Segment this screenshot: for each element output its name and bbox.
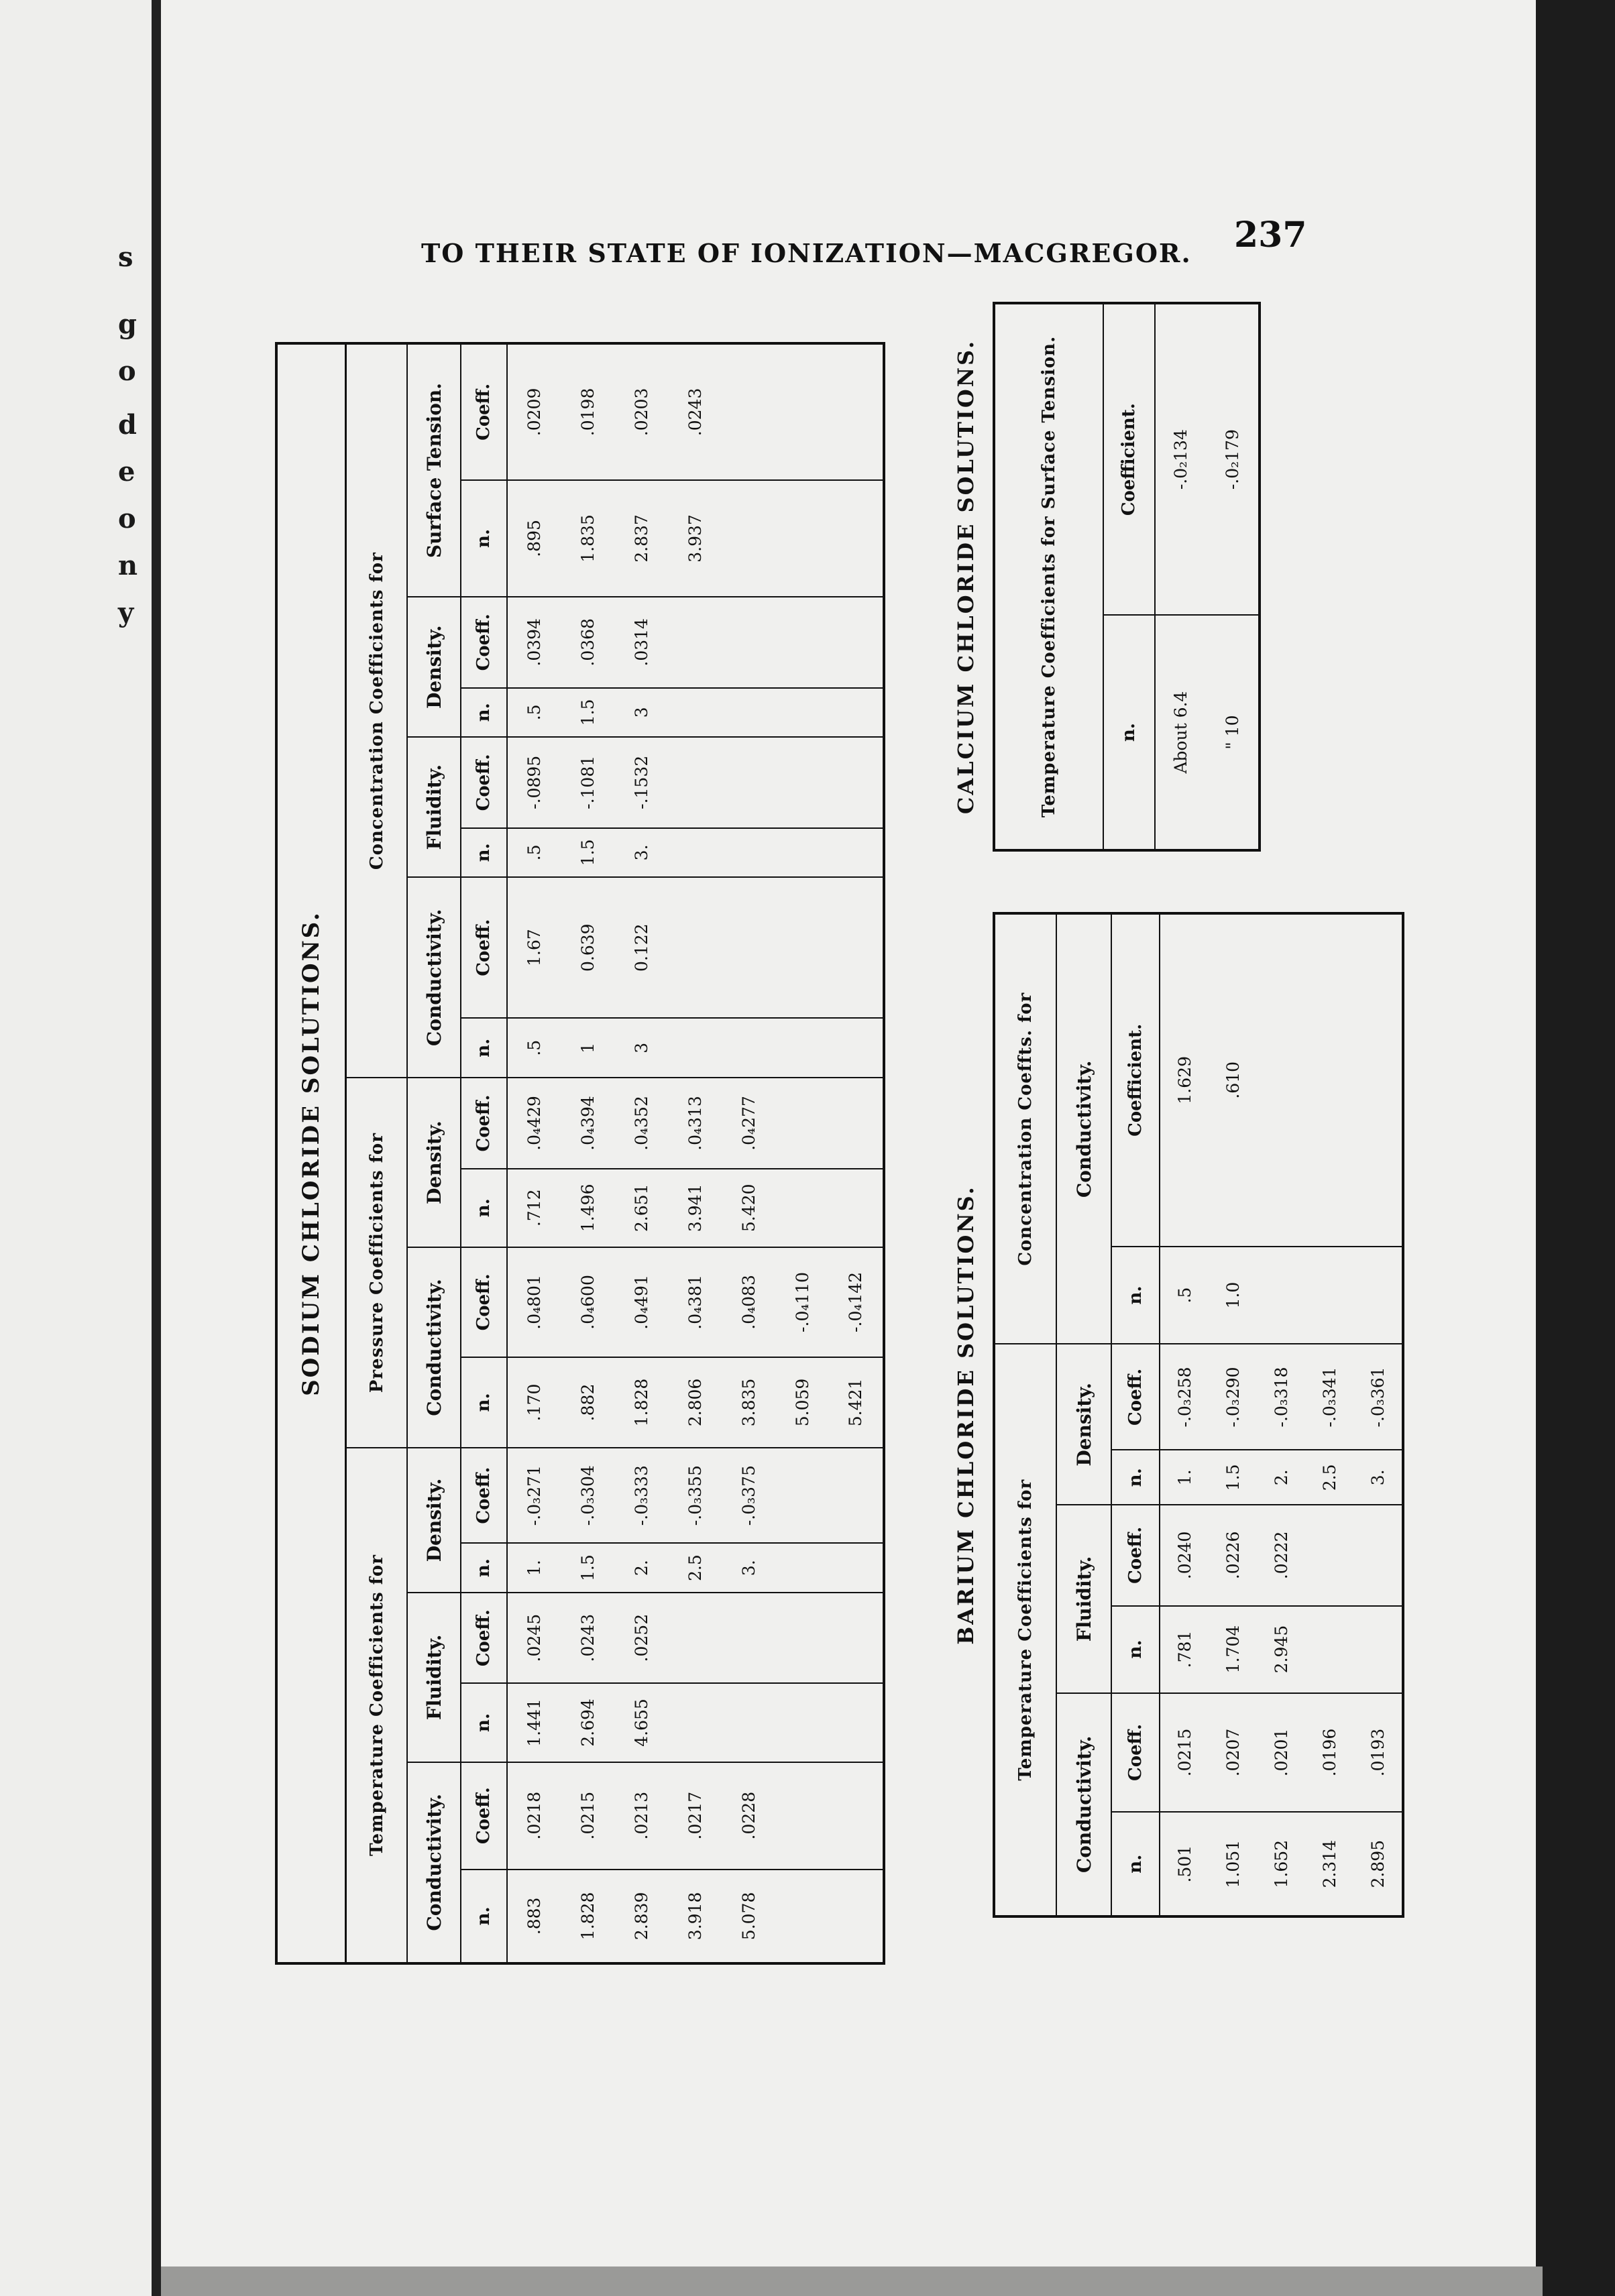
- coeff-cell: .0201: [1257, 1693, 1305, 1813]
- n-cell: 2.837: [615, 480, 669, 597]
- n-cell: 2.: [615, 1543, 669, 1593]
- margin-letter: d: [118, 409, 137, 441]
- barium-temp-fluidity-head: Fluidity.: [1056, 1505, 1111, 1692]
- table-row: [1155, 303, 1207, 850]
- n-cell: 2.945: [1257, 1606, 1305, 1693]
- sodium-pres-density-head: Density.: [407, 1078, 461, 1247]
- n-cell: [775, 1683, 829, 1762]
- barium-chloride-table: [939, 912, 1388, 1918]
- col-n: n.: [461, 1683, 507, 1762]
- col-n: n.: [461, 1357, 507, 1448]
- n-cell: [1353, 1606, 1403, 1693]
- coeff-cell: 0.639: [561, 877, 615, 1018]
- n-cell: " 10: [1207, 615, 1260, 850]
- col-coeff: Coeff.: [461, 1593, 507, 1683]
- n-cell: 1.051: [1209, 1812, 1257, 1916]
- margin-letter: s: [118, 241, 133, 273]
- barium-temp-conductivity-head: Conductivity.: [1056, 1693, 1111, 1916]
- coeff-cell: -.0₃333: [615, 1448, 669, 1543]
- n-cell: .712: [507, 1169, 561, 1247]
- sodium-conc-conductivity-head: Conductivity.: [407, 877, 461, 1078]
- col-n: n.: [1111, 1450, 1160, 1505]
- sodium-temp-group: Temperature Coefficients for: [346, 1448, 407, 1963]
- n-cell: 4.655: [615, 1683, 669, 1762]
- n-cell: [775, 1018, 829, 1078]
- coeff-cell: [775, 1593, 829, 1683]
- n-cell: [829, 828, 884, 878]
- n-cell: 2.694: [561, 1683, 615, 1762]
- coeff-cell: [1353, 913, 1403, 1247]
- n-cell: [668, 688, 722, 738]
- coeff-cell: -.0₃341: [1305, 1344, 1353, 1450]
- coeff-cell: -.0₃271: [507, 1448, 561, 1543]
- col-n: n.: [1111, 1247, 1160, 1344]
- n-cell: 1.5: [561, 1543, 615, 1593]
- table-row: [561, 343, 615, 1963]
- coeff-cell: [1257, 913, 1305, 1247]
- coeff-cell: .610: [1223, 1061, 1243, 1099]
- col-n: n.: [461, 1169, 507, 1247]
- col-coeff: Coeff.: [461, 1078, 507, 1168]
- n-cell: 2.314: [1305, 1812, 1353, 1916]
- coeff-cell: .0240: [1160, 1505, 1209, 1605]
- book-gutter: [152, 0, 161, 2296]
- coeff-cell: .0209: [524, 388, 545, 437]
- margin-letter: e: [118, 456, 135, 487]
- sodium-temp-conductivity-head: Conductivity.: [407, 1762, 461, 1963]
- coeff-cell: .0245: [507, 1593, 561, 1683]
- coeff-cell: [668, 737, 722, 827]
- coeff-cell: [829, 1448, 884, 1543]
- coeff-cell: .0₄381: [668, 1247, 722, 1357]
- n-cell: 2.839: [615, 1870, 669, 1963]
- n-cell: 3.: [1353, 1450, 1403, 1505]
- coeff-cell: .0₄277: [722, 1078, 775, 1168]
- coeff-cell: .0196: [1305, 1693, 1353, 1813]
- n-cell: 1.: [1160, 1450, 1209, 1505]
- coeff-cell: .0₄313: [668, 1078, 722, 1168]
- n-cell: [775, 1870, 829, 1963]
- sodium-temp-density-head: Density.: [407, 1448, 461, 1593]
- coeff-cell: [722, 877, 775, 1018]
- n-cell: [1257, 1247, 1305, 1344]
- table-row: [775, 343, 829, 1963]
- table-row: [1207, 303, 1260, 850]
- coeff-cell: [1305, 913, 1353, 1247]
- barium-conc-group: Concentration Coeffts. for: [994, 913, 1056, 1344]
- margin-letter: y: [118, 597, 134, 628]
- n-cell: 2.651: [615, 1169, 669, 1247]
- n-cell: 1.704: [1209, 1606, 1257, 1693]
- coeff-cell: -.0₃375: [722, 1448, 775, 1543]
- coeff-cell: [775, 1762, 829, 1870]
- n-cell: [829, 1683, 884, 1762]
- sodium-pres-conductivity-head: Conductivity.: [407, 1247, 461, 1448]
- coeff-cell: [722, 1593, 775, 1683]
- n-cell: 3.918: [668, 1870, 722, 1963]
- sodium-conc-group: Concentration Coefficients for: [346, 343, 407, 1078]
- sodium-pressure-group: Pressure Coefficients for: [346, 1078, 407, 1448]
- coeff-cell: [829, 737, 884, 827]
- col-coeff: Coeff.: [461, 1448, 507, 1543]
- calcium-group: Temperature Coefficients for Surface Tension.: [994, 303, 1103, 850]
- n-cell: 1.828: [615, 1357, 669, 1448]
- n-cell: [1305, 1606, 1353, 1693]
- n-cell: [775, 828, 829, 878]
- table-row: [1257, 913, 1305, 1916]
- n-cell: 5.420: [722, 1169, 775, 1247]
- col-coefficient: Coefficient.: [1111, 913, 1160, 1247]
- n-cell: .170: [507, 1357, 561, 1448]
- col-coeff: Coeff.: [1111, 1344, 1160, 1450]
- coeff-cell: [722, 737, 775, 827]
- coeff-cell: .0217: [668, 1762, 722, 1870]
- barium-title: BARIUM CHLORIDE SOLUTIONS.: [953, 1185, 979, 1645]
- coeff-cell: -.0₂179: [1223, 429, 1243, 490]
- col-coeff: Coeff.: [1111, 1693, 1160, 1813]
- n-cell: 2.5: [668, 1543, 722, 1593]
- coeff-cell: 1.67: [507, 877, 561, 1018]
- coeff-cell: [668, 1593, 722, 1683]
- n-cell: [722, 1018, 775, 1078]
- margin-letter: o: [118, 355, 136, 387]
- n-cell: .5: [1160, 1247, 1209, 1344]
- n-cell: 5.421: [829, 1357, 884, 1448]
- n-cell: 2.5: [1305, 1450, 1353, 1505]
- table-row: [1353, 913, 1403, 1916]
- n-cell: 2.: [1257, 1450, 1305, 1505]
- n-cell: [775, 688, 829, 738]
- n-cell: [722, 480, 775, 597]
- n-cell: .5: [507, 828, 561, 878]
- n-cell: 1.0: [1209, 1247, 1257, 1344]
- coeff-cell: [775, 737, 829, 827]
- col-coeff: Coeff.: [1111, 1505, 1160, 1605]
- n-cell: [1305, 1247, 1353, 1344]
- coeff-cell: -.0₂134: [1171, 429, 1191, 490]
- coeff-cell: .0228: [722, 1762, 775, 1870]
- n-cell: 3: [615, 688, 669, 738]
- col-coeff: Coeff.: [461, 1762, 507, 1870]
- n-cell: 3.937: [668, 480, 722, 597]
- coeff-cell: -.0₃290: [1209, 1344, 1257, 1450]
- coeff-cell: -.1532: [615, 737, 669, 827]
- running-header: TO THEIR STATE OF IONIZATION—MACGREGOR.: [421, 238, 1192, 268]
- n-cell: .501: [1160, 1812, 1209, 1916]
- col-coeff: Coeff.: [461, 877, 507, 1018]
- col-n: n.: [1111, 1606, 1160, 1693]
- coeff-cell: -.1081: [561, 737, 615, 827]
- coeff-cell: .0394: [507, 597, 561, 687]
- table-row: [829, 343, 884, 1963]
- n-cell: 1.5: [561, 688, 615, 738]
- coeff-cell: [829, 597, 884, 687]
- sodium-conc-density-head: Density.: [407, 597, 461, 737]
- coeff-cell: .0243: [561, 1593, 615, 1683]
- coeff-cell: .0226: [1209, 1505, 1257, 1605]
- n-cell: [722, 828, 775, 878]
- n-cell: 1.: [507, 1543, 561, 1593]
- col-coeff: Coeff.: [461, 1247, 507, 1357]
- n-cell: 3: [615, 1018, 669, 1078]
- coeff-cell: [722, 597, 775, 687]
- col-n: n.: [1111, 1812, 1160, 1916]
- coeff-cell: .0203: [631, 388, 651, 437]
- coeff-cell: .0215: [561, 1762, 615, 1870]
- barium-temp-group: Temperature Coefficients for: [994, 1344, 1056, 1916]
- barium-temp-density-head: Density.: [1056, 1344, 1111, 1505]
- n-cell: 2.895: [1353, 1812, 1403, 1916]
- col-coeff: Coeff.: [461, 597, 507, 687]
- n-cell: 5.078: [722, 1870, 775, 1963]
- scan-bottom-edge: [161, 2266, 1543, 2296]
- coeff-cell: -.0₃318: [1257, 1344, 1305, 1450]
- coeff-cell: .0₄801: [507, 1247, 561, 1357]
- n-cell: 1.5: [561, 828, 615, 878]
- coeff-cell: .0₄394: [561, 1078, 615, 1168]
- coeff-cell: [829, 1078, 884, 1168]
- table-row: [1160, 913, 1209, 1916]
- col-n: n.: [1103, 615, 1155, 850]
- n-cell: [829, 480, 884, 597]
- col-n: n.: [461, 1543, 507, 1593]
- sodium-conc-fluidity-head: Fluidity.: [407, 737, 461, 877]
- sodium-conc-surface-head: Surface Tension.: [407, 343, 461, 597]
- n-cell: [1353, 1247, 1403, 1344]
- n-cell: .5: [507, 1018, 561, 1078]
- coeff-cell: [775, 877, 829, 1018]
- margin-letter: g: [118, 308, 137, 340]
- coeff-cell: .0207: [1209, 1693, 1257, 1813]
- coeff-cell: .0198: [578, 388, 598, 437]
- n-cell: [829, 688, 884, 738]
- calcium-title: CALCIUM CHLORIDE SOLUTIONS.: [953, 339, 979, 815]
- col-n: n.: [461, 1018, 507, 1078]
- table-row: [722, 343, 775, 1963]
- n-cell: .882: [561, 1357, 615, 1448]
- n-cell: 1.496: [561, 1169, 615, 1247]
- coeff-cell: [775, 597, 829, 687]
- coeff-cell: [829, 343, 884, 480]
- coeff-cell: -.0₃355: [668, 1448, 722, 1543]
- sodium-temp-fluidity-head: Fluidity.: [407, 1593, 461, 1762]
- coeff-cell: -.0₃258: [1160, 1344, 1209, 1450]
- coeff-cell: -.0₄110: [775, 1247, 829, 1357]
- table-row: [1305, 913, 1353, 1916]
- coeff-cell: -.0₄142: [829, 1247, 884, 1357]
- n-cell: 5.059: [775, 1357, 829, 1448]
- n-cell: [829, 1870, 884, 1963]
- n-cell: [668, 1018, 722, 1078]
- n-cell: 1.828: [561, 1870, 615, 1963]
- col-n: n.: [461, 480, 507, 597]
- n-cell: .5: [507, 688, 561, 738]
- n-cell: [668, 828, 722, 878]
- coeff-cell: .0₄352: [615, 1078, 669, 1168]
- coeff-cell: [829, 1593, 884, 1683]
- n-cell: [829, 1018, 884, 1078]
- n-cell: 3.941: [668, 1169, 722, 1247]
- table-row: [507, 343, 561, 1963]
- coeff-cell: [829, 877, 884, 1018]
- n-cell: .895: [507, 480, 561, 597]
- n-cell: [722, 688, 775, 738]
- sodium-title: SODIUM CHLORIDE SOLUTIONS.: [276, 343, 346, 1963]
- sodium-chloride-table: [275, 342, 885, 1965]
- coeff-cell: .0213: [615, 1762, 669, 1870]
- coeff-cell: [668, 597, 722, 687]
- coeff-cell: -.0895: [507, 737, 561, 827]
- coeff-cell: .0252: [615, 1593, 669, 1683]
- n-cell: 1.652: [1257, 1812, 1305, 1916]
- col-n: n.: [461, 1870, 507, 1963]
- coeff-cell: 0.122: [615, 877, 669, 1018]
- coeff-cell: 1.629: [1174, 1056, 1194, 1104]
- coeff-cell: [775, 1448, 829, 1543]
- n-cell: [829, 1543, 884, 1593]
- page-number: 237: [1234, 215, 1307, 255]
- n-cell: 1.441: [507, 1683, 561, 1762]
- coeff-cell: .0₄083: [722, 1247, 775, 1357]
- n-cell: [775, 1543, 829, 1593]
- n-cell: [722, 1683, 775, 1762]
- n-cell: 2.806: [668, 1357, 722, 1448]
- coeff-cell: [1305, 1505, 1353, 1605]
- n-cell: 1.835: [561, 480, 615, 597]
- coeff-cell: .0243: [685, 388, 705, 437]
- coeff-cell: .0314: [615, 597, 669, 687]
- coeff-cell: .0₄491: [615, 1247, 669, 1357]
- col-coeff: Coeff.: [461, 343, 507, 480]
- coeff-cell: [775, 1078, 829, 1168]
- table-row: [615, 343, 669, 1963]
- coeff-cell: .0218: [507, 1762, 561, 1870]
- n-cell: [775, 480, 829, 597]
- n-cell: .883: [507, 1870, 561, 1963]
- barium-conc-conductivity-head: Conductivity.: [1056, 913, 1111, 1344]
- coeff-cell: .0₄600: [561, 1247, 615, 1357]
- calcium-chloride-table: [939, 302, 1261, 852]
- n-cell: 3.835: [722, 1357, 775, 1448]
- col-coefficient: Coefficient.: [1103, 303, 1155, 615]
- n-cell: 3.: [615, 828, 669, 878]
- col-n: n.: [461, 828, 507, 878]
- coeff-cell: .0368: [561, 597, 615, 687]
- n-cell: .781: [1160, 1606, 1209, 1693]
- coeff-cell: [722, 343, 775, 480]
- coeff-cell: [668, 877, 722, 1018]
- left-page-fragment: [0, 0, 152, 2296]
- coeff-cell: .0215: [1160, 1693, 1209, 1813]
- table-row: [668, 343, 722, 1963]
- coeff-cell: -.0₃361: [1353, 1344, 1403, 1450]
- coeff-cell: .0222: [1257, 1505, 1305, 1605]
- coeff-cell: [775, 343, 829, 480]
- n-cell: [829, 1169, 884, 1247]
- col-n: n.: [461, 688, 507, 738]
- margin-letter: n: [118, 550, 138, 581]
- table-row: [1209, 913, 1257, 1916]
- n-cell: [775, 1169, 829, 1247]
- coeff-cell: [1353, 1505, 1403, 1605]
- margin-letter: o: [118, 503, 136, 534]
- col-coeff: Coeff.: [461, 737, 507, 827]
- coeff-cell: .0₄429: [507, 1078, 561, 1168]
- n-cell: About 6.4: [1155, 615, 1207, 850]
- coeff-cell: -.0₃304: [561, 1448, 615, 1543]
- coeff-cell: .0193: [1353, 1693, 1403, 1813]
- n-cell: 3.: [722, 1543, 775, 1593]
- n-cell: [668, 1683, 722, 1762]
- coeff-cell: [829, 1762, 884, 1870]
- n-cell: 1.5: [1209, 1450, 1257, 1505]
- n-cell: 1: [561, 1018, 615, 1078]
